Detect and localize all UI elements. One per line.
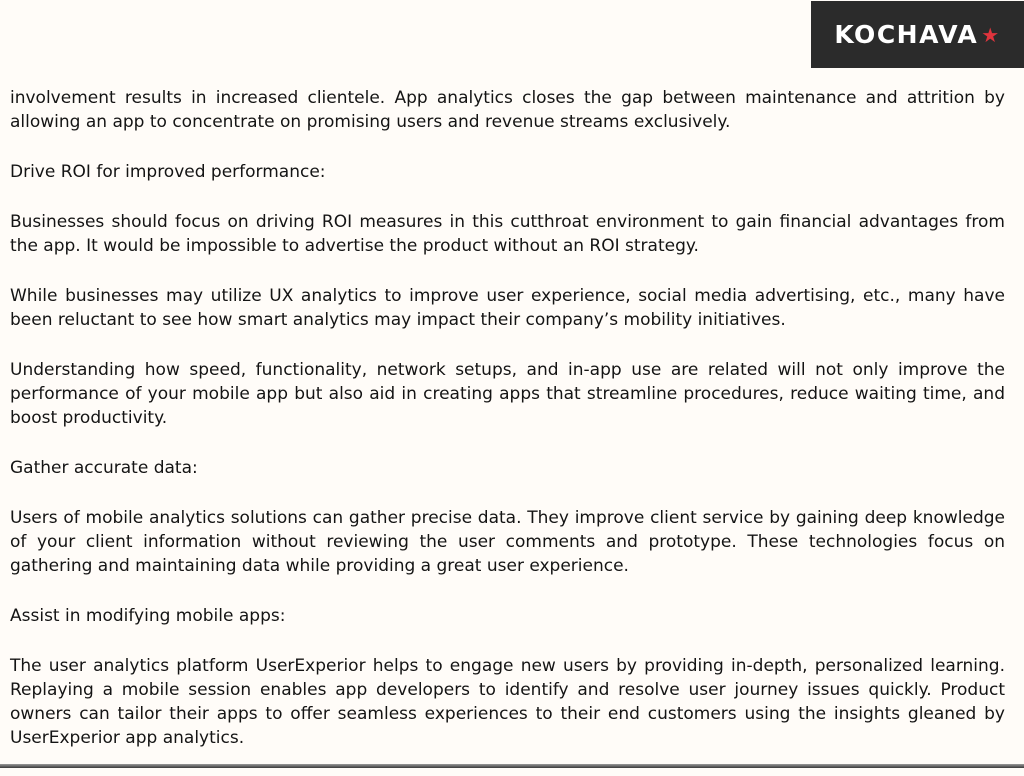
paragraph-precise-data: Users of mobile analytics solutions can gather precise data. They improve client service by gaining deep knowledge of your client information without reviewing the user comments and prototype. These technologies focus on gathering and maintaining data while providing a great user experience. [10,508,1005,576]
paragraph-intro-continuation: involvement results in increased clientele. App analytics closes the gap between maintenance and attrition by allowing an app to concentrate on promising users and revenue streams exclusively. [10,88,1005,132]
star-icon: ★ [981,22,1001,47]
bottom-divider [0,764,1024,768]
paragraph-userexperior: The user analytics platform UserExperior helps to engage new users by providing in-depth, personalized learning. Replaying a mobile session enables app developers to identify and resolve user journey issues quickly. Product owners can tailor their apps to offer seamless experiences to their end customers using the insights gleaned by UserExperior app analytics. [10,656,1005,748]
logo-wordmark [834,20,1000,49]
paragraph-performance: Understanding how speed, functionality, network setups, and in-app use are related will not only improve the performance of your mobile app but also aid in creating apps that streamline procedures, reduce waiting time, and boost productivity. [10,360,1005,428]
kochava-logo [811,1,1024,68]
logo-text: KOCHAVA [834,20,979,49]
heading-gather-data: Gather accurate data: [10,458,198,478]
paragraph-roi-measures: Businesses should focus on driving ROI measures in this cutthroat environment to gain financial advantages from the app. It would be impossible to advertise the product without an ROI strategy. [10,212,1005,256]
heading-modify-apps: Assist in modifying mobile apps: [10,606,286,626]
paragraph-ux-analytics: While businesses may utilize UX analytics to improve user experience, social media advertising, etc., many have been reluctant to see how smart analytics may impact their company’s mobility initiatives. [10,286,1005,330]
heading-drive-roi: Drive ROI for improved performance: [10,162,326,182]
article-body [10,86,1005,776]
